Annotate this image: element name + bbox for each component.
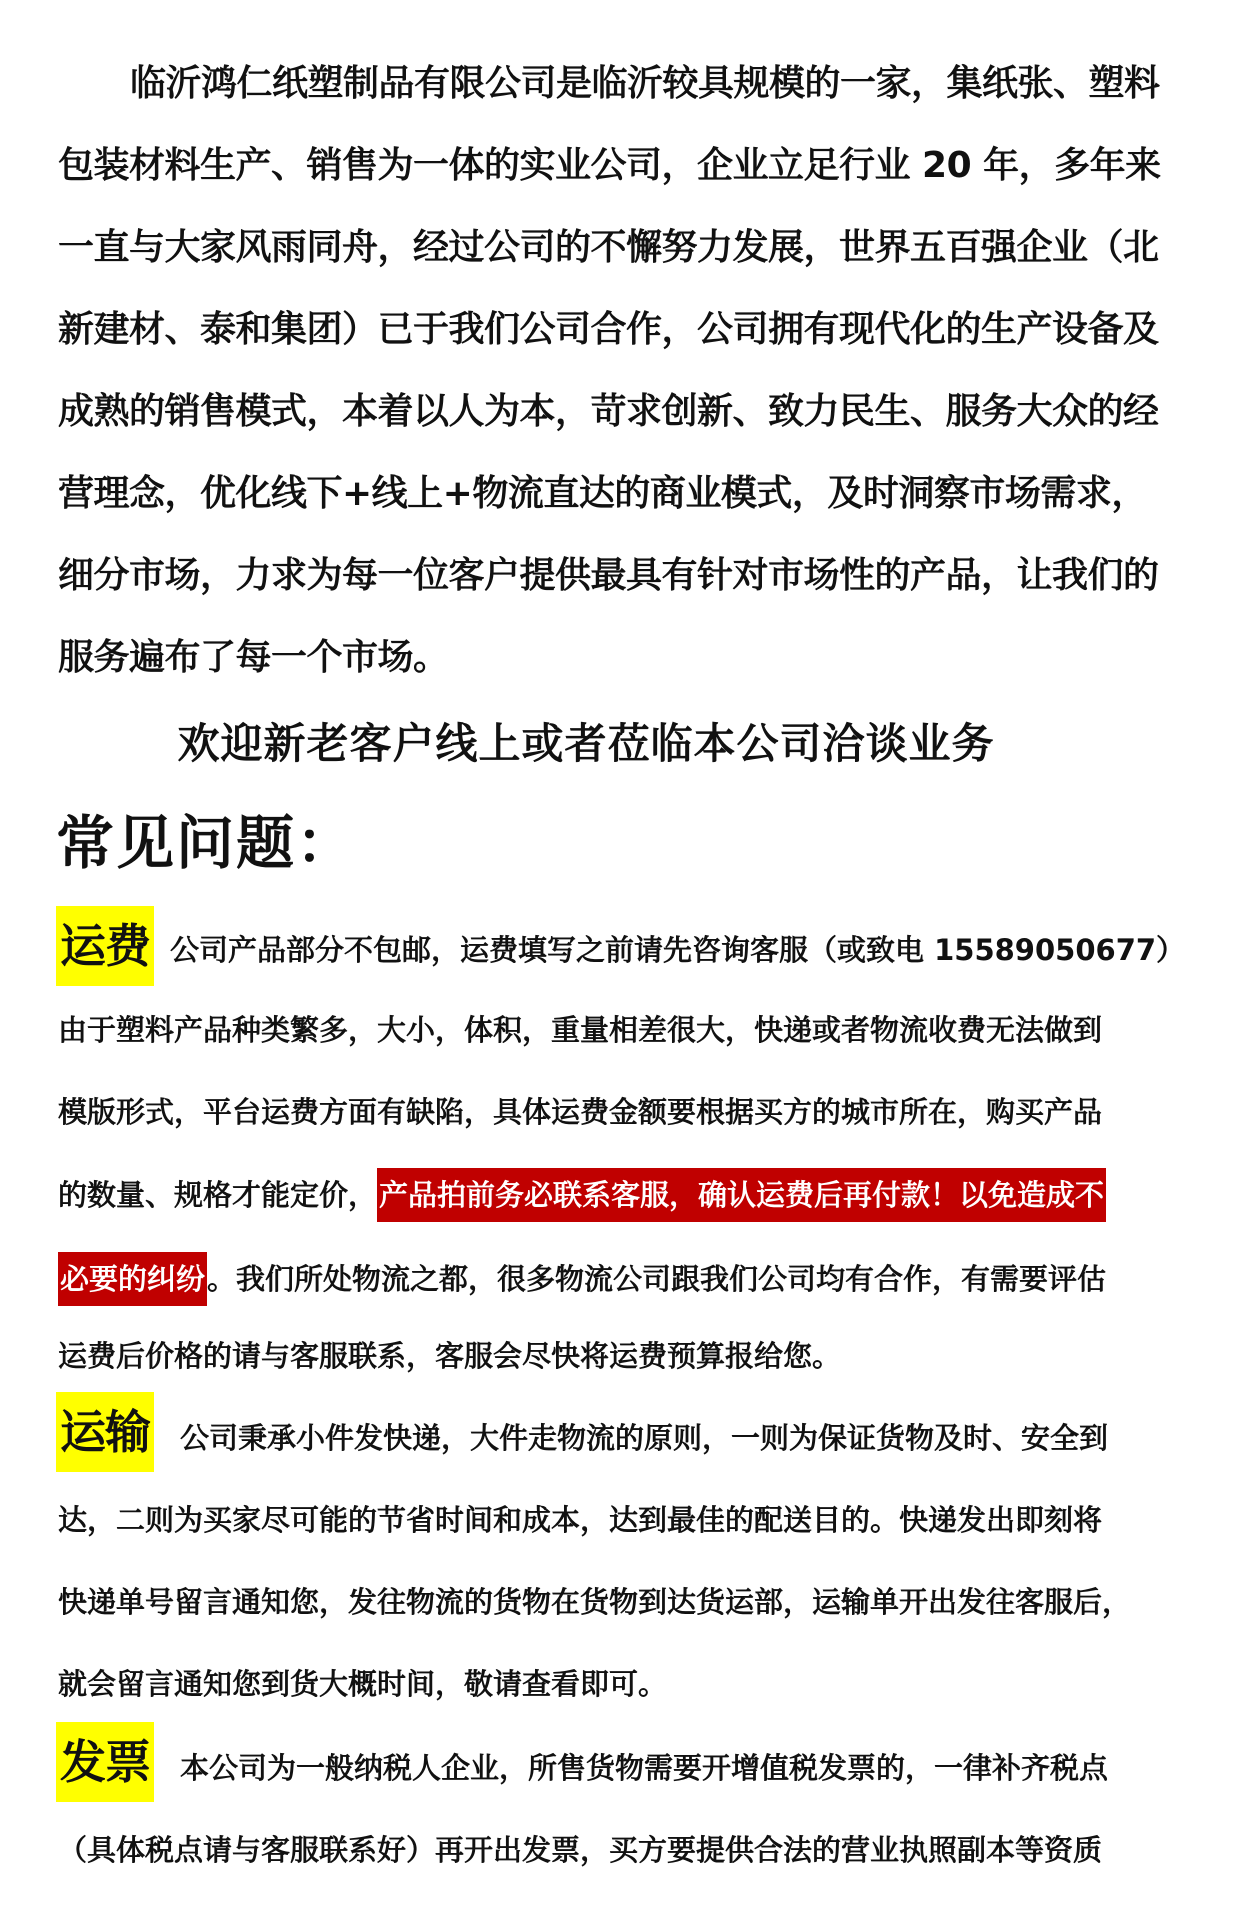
shipping-fee-line-2: 由于塑料产品种类繁多，大小，体积，重量相差很大，快递或者物流收费无法做到 bbox=[58, 1013, 1103, 1047]
invoice-line-1: 本公司为一般纳税人企业，所售货物需要开增值税发票的，一律补齐税点 bbox=[180, 1751, 1109, 1785]
intro-line-5: 成熟的销售模式，本着以人为本，苛求创新、致力民生、服务大众的经 bbox=[58, 391, 1159, 432]
transport-line-4: 就会留言通知您到货大概时间，敬请查看即可。 bbox=[58, 1667, 668, 1701]
intro-line-1: 临沂鸿仁纸塑制品有限公司是临沂较具规模的一家，集纸张、塑料 bbox=[130, 63, 1160, 104]
shipping-fee-line-4 bbox=[58, 1168, 1106, 1222]
tag-shipping-fee: 运费 bbox=[56, 906, 154, 986]
transport-line-3: 快递单号留言通知您，发往物流的货物在货物到达货运部，运输单开出发往客服后， bbox=[58, 1585, 1132, 1619]
transport-line-1: 公司秉承小件发快递，大件走物流的原则，一则为保证货物及时、安全到 bbox=[180, 1421, 1109, 1455]
intro-line-6: 营理念，优化线下+线上+物流直达的商业模式，及时洞察市场需求， bbox=[58, 473, 1147, 514]
intro-line-2: 包装材料生产、销售为一体的实业公司，企业立足行业 20 年，多年来 bbox=[58, 145, 1161, 186]
intro-line-3: 一直与大家风雨同舟，经过公司的不懈努力发展，世界五百强企业（北 bbox=[58, 227, 1159, 268]
shipping-fee-line-3: 模版形式，平台运费方面有缺陷，具体运费金额要根据买方的城市所在，购买产品 bbox=[58, 1095, 1103, 1129]
shipping-fee-line-5 bbox=[58, 1252, 1106, 1306]
intro-line-8: 服务遍布了每一个市场。 bbox=[58, 637, 449, 678]
shipping-fee-line-6: 运费后价格的请与客服联系，客服会尽快将运费预算报给您。 bbox=[58, 1339, 842, 1373]
shipping-fee-line-5-plain: 。我们所处物流之都，很多物流公司跟我们公司均有合作，有需要评估 bbox=[207, 1262, 1107, 1296]
welcome-heading: 欢迎新老客户线上或者莅临本公司洽谈业务 bbox=[177, 719, 995, 768]
shipping-fee-line-4-plain: 的数量、规格才能定价， bbox=[58, 1178, 378, 1212]
shipping-fee-line-1: 公司产品部分不包邮，运费填写之前请先咨询客服（或致电 15589050677） bbox=[170, 933, 1186, 967]
invoice-line-2: （具体税点请与客服联系好）再开出发票，买方要提供合法的营业执照副本等资质 bbox=[58, 1833, 1103, 1867]
intro-line-4: 新建材、泰和集团）已于我们公司合作，公司拥有现代化的生产设备及 bbox=[58, 309, 1159, 350]
shipping-fee-warning-highlight-end: 必要的纠纷 bbox=[58, 1252, 207, 1306]
faq-title: 常见问题： bbox=[56, 809, 357, 877]
shipping-fee-warning-highlight: 产品拍前务必联系客服，确认运费后再付款！以免造成不 bbox=[377, 1168, 1106, 1222]
intro-line-7: 细分市场，力求为每一位客户提供最具有针对市场性的产品，让我们的 bbox=[58, 555, 1159, 596]
tag-transport: 运输 bbox=[56, 1392, 154, 1472]
tag-invoice: 发票 bbox=[56, 1722, 154, 1802]
transport-line-2: 达，二则为买家尽可能的节省时间和成本，达到最佳的配送目的。快递发出即刻将 bbox=[58, 1503, 1103, 1537]
